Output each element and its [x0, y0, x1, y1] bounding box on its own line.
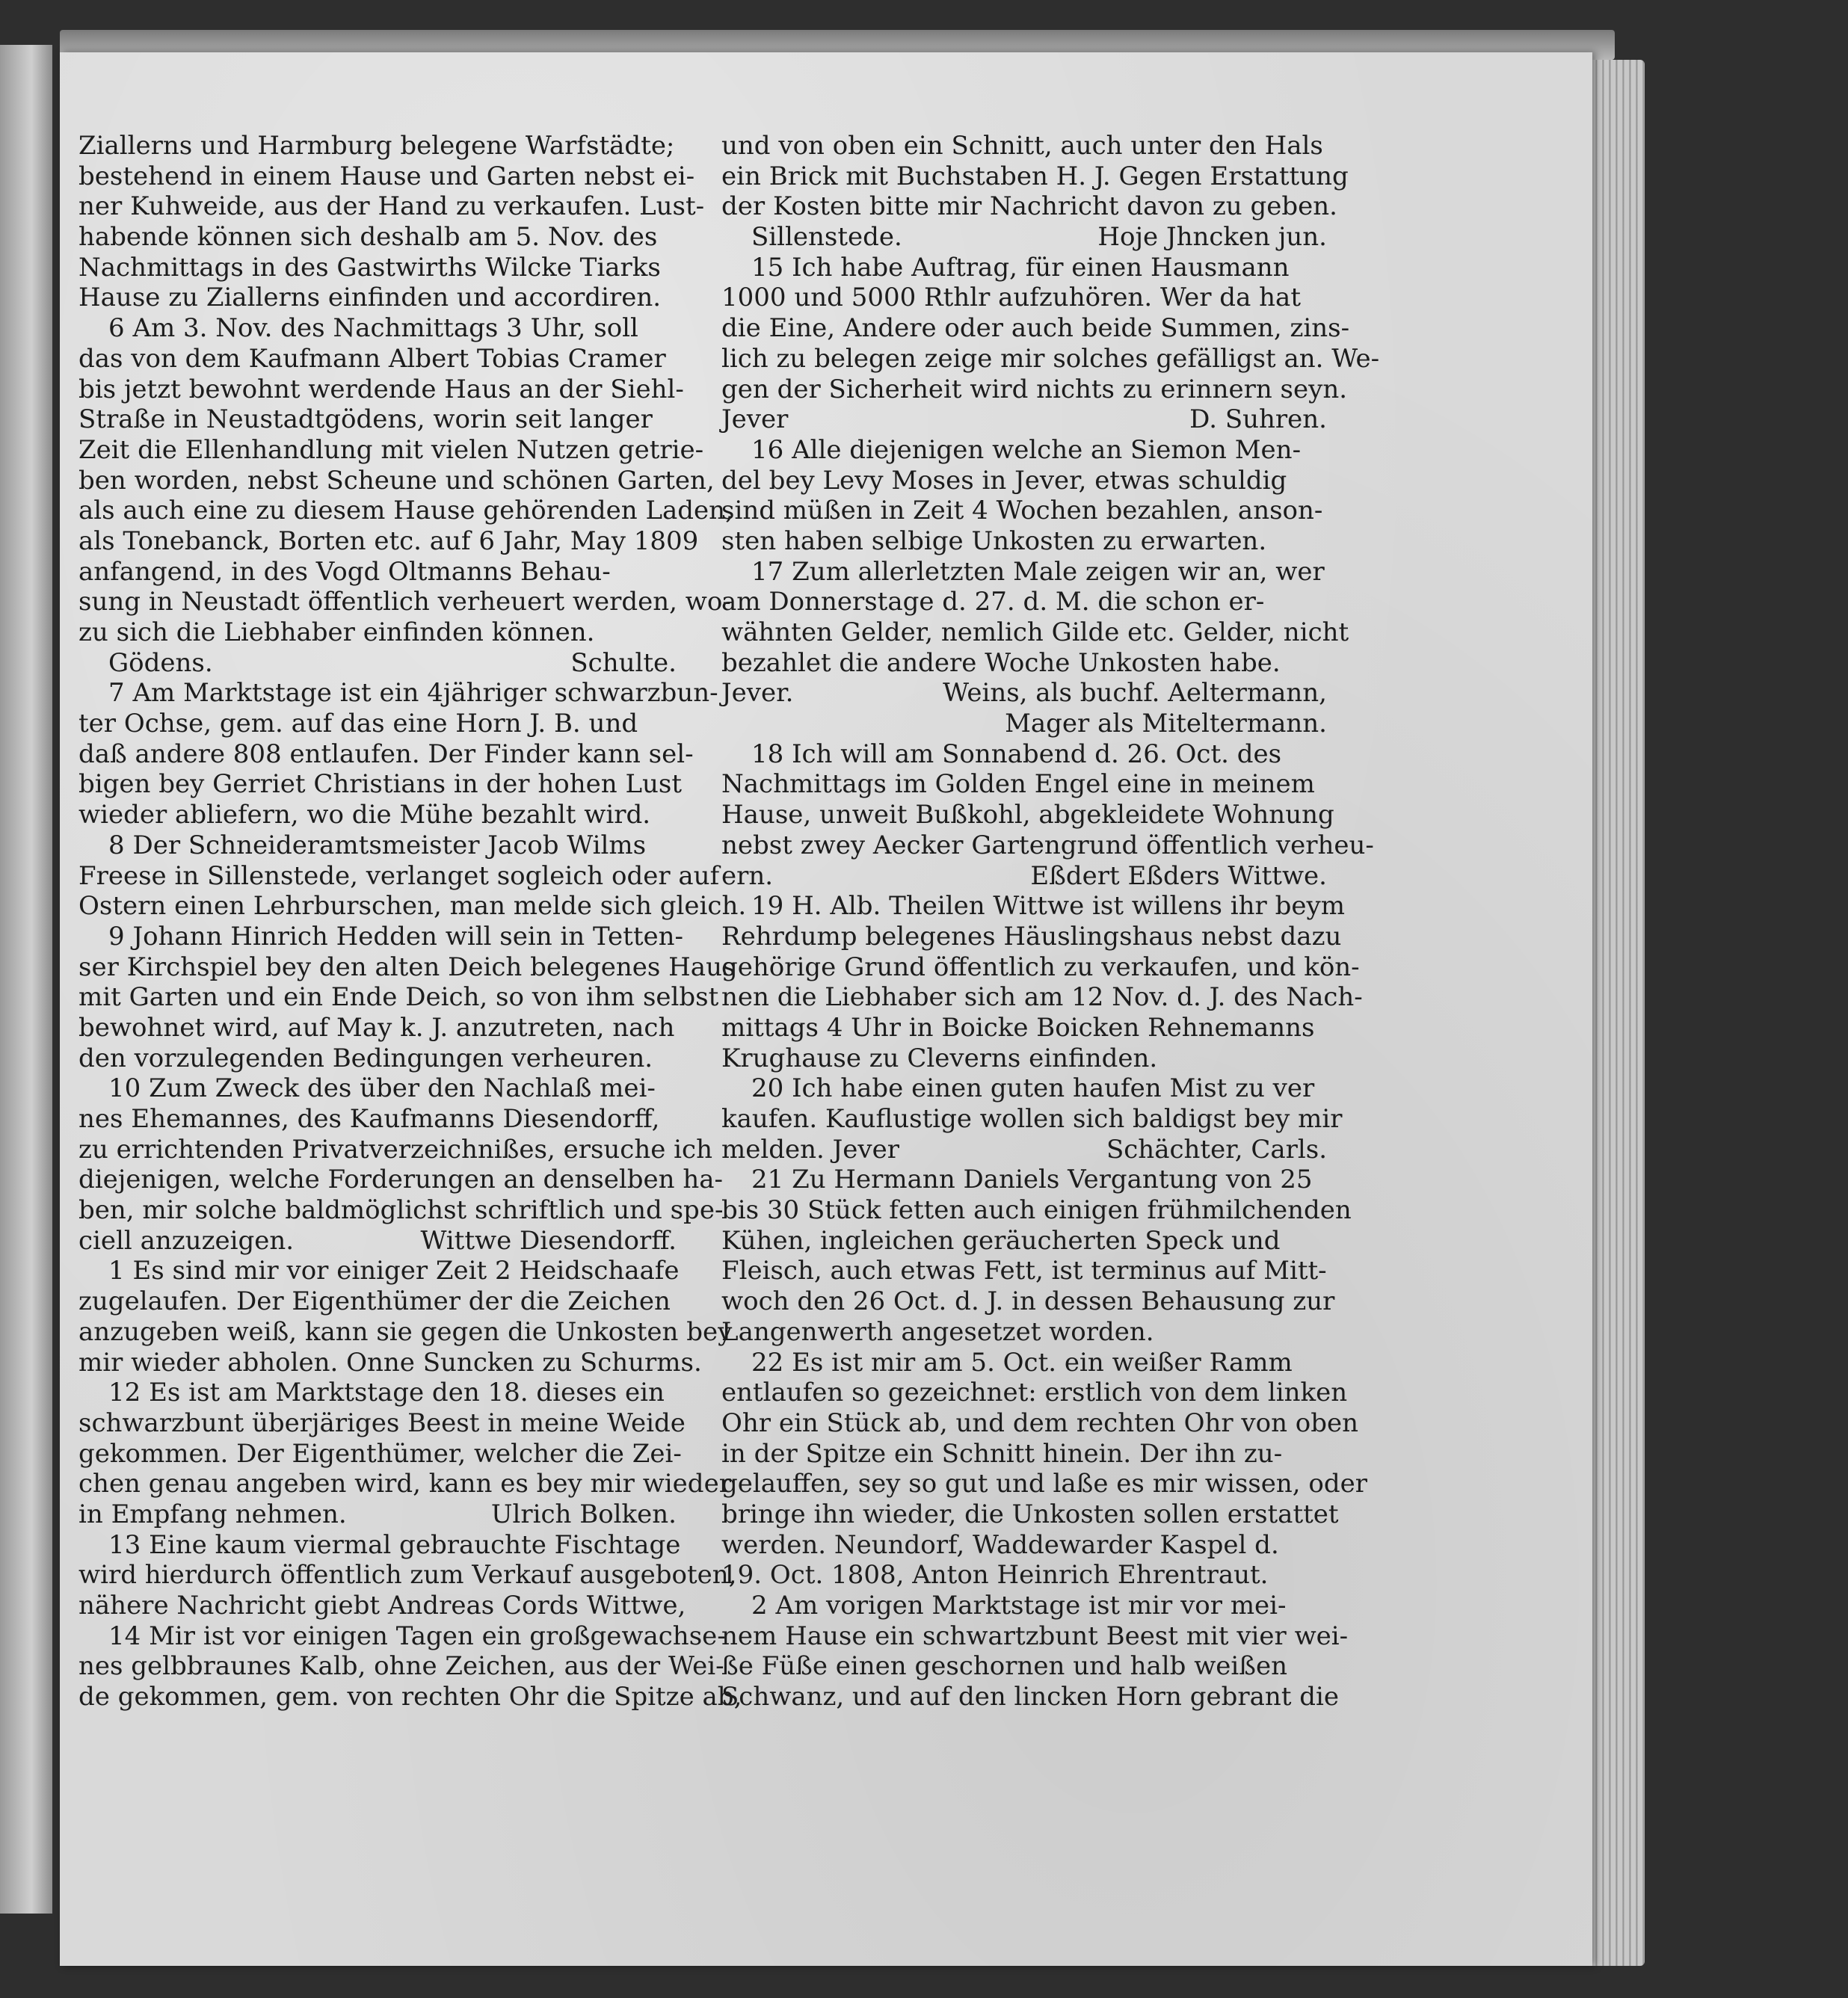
- text-line: daß andere 808 entlaufen. Der Finder kann sel-: [78, 739, 694, 769]
- signature-name: Hoje Jhncken jun.: [1097, 222, 1327, 253]
- text-line: del bey Levy Moses in Jever, etwas schuldig: [721, 465, 1287, 496]
- text-line: sten haben selbige Unkosten zu erwarten.: [721, 525, 1267, 556]
- text-line: der Kosten bitte mir Nachricht davon zu geben.: [721, 191, 1337, 222]
- text-line: nes Ehemannes, des Kaufmanns Diesendorff,: [78, 1104, 660, 1134]
- text-line: 2 Am vorigen Marktstage ist mir vor mei-: [751, 1591, 1287, 1621]
- right-column: [721, 131, 1380, 1712]
- text-line: 12 Es ist am Marktstage den 18. dieses ein: [108, 1378, 665, 1408]
- text-line: ße Füße einen geschornen und halb weißen: [721, 1651, 1288, 1682]
- text-line: mir wieder abholen. Onne Suncken zu Schurms.: [78, 1347, 702, 1378]
- text-line: zu sich die Liebhaber einfinden können.: [78, 617, 595, 647]
- text-line: ner Kuhweide, aus der Hand zu verkaufen. Lust-: [78, 191, 705, 222]
- text-line: Ostern einen Lehrburschen, man melde sich gleich.: [78, 891, 747, 922]
- text-line: schwarzbunt überjäriges Beest in meine Weide: [78, 1407, 686, 1438]
- text-line: bringe ihn wieder, die Unkosten sollen erstattet: [721, 1499, 1339, 1529]
- signature-name: Weins, als buchf. Aeltermann,: [943, 678, 1327, 709]
- signature-place: ern.: [721, 860, 774, 891]
- text-line: als auch eine zu diesem Hause gehörenden Laden,: [78, 496, 733, 526]
- text-line: habende können sich deshalb am 5. Nov. des: [78, 222, 658, 253]
- text-line: nähere Nachricht giebt Andreas Cords Wittwe,: [78, 1591, 686, 1621]
- text-line: woch den 26 Oct. d. J. in dessen Behausung zur: [721, 1286, 1335, 1317]
- text-line: bewohnet wird, auf May k. J. anzutreten, nach: [78, 1012, 675, 1043]
- signature-place: Gödens.: [108, 647, 213, 678]
- text-line: 16 Alle diejenigen welche an Siemon Men-: [751, 434, 1302, 465]
- text-line: 13 Eine kaum viermal gebrauchte Fischtage: [108, 1529, 681, 1560]
- text-line: 17 Zum allerletzten Male zeigen wir an, wer: [751, 556, 1325, 587]
- text-line: 18 Ich will am Sonnabend d. 26. Oct. des: [751, 739, 1282, 769]
- text-line: Zeit die Ellenhandlung mit vielen Nutzen getrie-: [78, 434, 704, 465]
- text-line: den vorzulegenden Bedingungen verheuren.: [78, 1043, 653, 1073]
- text-line: 21 Zu Hermann Daniels Vergantung von 25: [751, 1165, 1313, 1195]
- signature-line: [78, 1499, 677, 1530]
- signature-name: Schulte.: [570, 647, 677, 678]
- signature-place: Jever.: [721, 678, 794, 709]
- signature-name: D. Suhren.: [1189, 404, 1327, 435]
- text-line: chen genau angeben wird, kann es bey mir wieder: [78, 1469, 731, 1499]
- text-line: 10 Zum Zweck des über den Nachlaß mei-: [108, 1073, 656, 1104]
- text-line: Ohr ein Stück ab, und dem rechten Ohr von oben: [721, 1407, 1359, 1438]
- text-line: als Tonebanck, Borten etc. auf 6 Jahr, May 1809: [78, 525, 699, 556]
- text-line: wird hierdurch öffentlich zum Verkauf ausgeboten,: [78, 1560, 737, 1591]
- facing-page-edge: [0, 45, 52, 1914]
- text-line: 8 Der Schneideramtsmeister Jacob Wilms: [108, 830, 647, 860]
- text-line: Fleisch, auch etwas Fett, ist terminus auf Mitt-: [721, 1256, 1327, 1286]
- text-line: 9 Johann Hinrich Hedden will sein in Tetten-: [108, 921, 683, 952]
- text-line: 14 Mir ist vor einigen Tagen ein großgewachse-: [108, 1621, 726, 1651]
- text-line: de gekommen, gem. von rechten Ohr die Spitze ab,: [78, 1682, 742, 1712]
- signature-place: in Empfang nehmen.: [78, 1499, 347, 1529]
- text-line: zu errichtenden Privatverzeichnißes, ersuche ich: [78, 1134, 712, 1165]
- text-line: Rehrdump belegenes Häuslingshaus nebst dazu: [721, 921, 1342, 952]
- text-line: Hause, unweit Bußkohl, abgekleidete Wohnung: [721, 800, 1334, 830]
- text-line: anfangend, in des Vogd Oltmanns Behau-: [78, 556, 611, 587]
- text-line: Nachmittags im Golden Engel eine in meinem: [721, 769, 1315, 800]
- text-line: nebst zwey Aecker Gartengrund öffentlich verheu-: [721, 830, 1374, 860]
- text-line: Mager als Miteltermann.: [1005, 709, 1327, 739]
- signature-place: ciell anzuzeigen.: [78, 1225, 295, 1256]
- text-line: entlaufen so gezeichnet: erstlich von dem linken: [721, 1378, 1348, 1408]
- signature-line: [721, 861, 1327, 892]
- text-line: 19. Oct. 1808, Anton Heinrich Ehrentraut.: [721, 1560, 1269, 1591]
- signature-name: Schächter, Carls.: [1106, 1134, 1327, 1165]
- text-line: bis 30 Stück fetten auch einigen frühmilchenden: [721, 1195, 1352, 1226]
- text-line: 22 Es ist mir am 5. Oct. ein weißer Ramm: [751, 1347, 1293, 1378]
- text-line: 1000 und 5000 Rthlr aufzuhören. Wer da hat: [721, 283, 1301, 313]
- left-column: [78, 131, 747, 1712]
- text-line: Straße in Neustadtgödens, worin seit langer: [78, 404, 653, 435]
- text-line: in der Spitze ein Schnitt hinein. Der ihn zu-: [721, 1438, 1283, 1469]
- text-line: am Donnerstage d. 27. d. M. die schon er-: [721, 587, 1265, 617]
- signature-place: Sillenstede.: [751, 222, 902, 253]
- text-line: bezahlet die andere Woche Unkosten habe.: [721, 647, 1281, 678]
- text-line: bis jetzt bewohnt werdende Haus an der Siehl-: [78, 374, 684, 404]
- text-line: die Eine, Andere oder auch beide Summen, zins-: [721, 313, 1350, 344]
- signature-line: [721, 1135, 1327, 1165]
- text-line: 20 Ich habe einen guten haufen Mist zu ver: [751, 1073, 1315, 1104]
- text-line: ben worden, nebst Scheune und schönen Garten,: [78, 465, 715, 496]
- text-line: 1 Es sind mir vor einiger Zeit 2 Heidschaafe: [108, 1256, 680, 1286]
- text-line: zugelaufen. Der Eigenthümer der die Zeichen: [78, 1286, 671, 1317]
- text-line: werden. Neundorf, Waddewarder Kaspel d.: [721, 1529, 1279, 1560]
- signature-line: [721, 404, 1327, 435]
- text-line: nem Hause ein schwartzbunt Beest mit vier wei-: [721, 1621, 1349, 1651]
- text-line: diejenigen, welche Forderungen an denselben ha-: [78, 1165, 723, 1195]
- text-line: Hause zu Ziallerns einfinden und accordiren.: [78, 283, 662, 313]
- text-line: Freese in Sillenstede, verlanget sogleich oder auf: [78, 860, 720, 891]
- text-line: kaufen. Kauflustige wollen sich baldigst bey mir: [721, 1104, 1343, 1134]
- text-line: wähnten Gelder, nemlich Gilde etc. Gelder, nicht: [721, 617, 1349, 647]
- text-line: ein Brick mit Buchstaben H. J. Gegen Erstattung: [721, 161, 1349, 191]
- text-line: nen die Liebhaber sich am 12 Nov. d. J. des Nach-: [721, 982, 1363, 1013]
- signature-line: [78, 648, 677, 679]
- text-line: anzugeben weiß, kann sie gegen die Unkosten bey: [78, 1316, 733, 1347]
- text-line: gen der Sicherheit wird nichts zu erinnern seyn.: [721, 374, 1348, 404]
- text-line: 6 Am 3. Nov. des Nachmittags 3 Uhr, soll: [108, 313, 638, 344]
- text-line: mit Garten und ein Ende Deich, so von ihm selbst: [78, 982, 719, 1013]
- text-line: Kühen, ingleichen geräucherten Speck und: [721, 1225, 1281, 1256]
- text-line: 15 Ich habe Auftrag, für einen Hausmann: [751, 252, 1290, 283]
- signature-place: Jever: [721, 404, 789, 435]
- text-line: Krughause zu Cleverns einfinden.: [721, 1043, 1158, 1073]
- text-line: gelauffen, sey so gut und laße es mir wissen, oder: [721, 1469, 1367, 1499]
- text-line: bestehend in einem Hause und Garten nebst ei-: [78, 161, 695, 191]
- text-line: nes gelbbraunes Kalb, ohne Zeichen, aus der Wei-: [78, 1651, 724, 1682]
- text-line: 7 Am Marktstage ist ein 4jähriger schwarzbun-: [108, 678, 718, 709]
- text-line: lich zu belegen zeige mir solches gefälligst an. We-: [721, 343, 1380, 374]
- text-line: wieder abliefern, wo die Mühe bezahlt wird.: [78, 800, 651, 830]
- signature-line: [721, 678, 1327, 709]
- text-line: ser Kirchspiel bey den alten Deich belegenes Haus: [78, 952, 736, 982]
- signature-name: Wittwe Diesendorff.: [420, 1225, 677, 1256]
- signature-name: Ulrich Bolken.: [490, 1499, 677, 1529]
- text-line: ben, mir solche baldmöglichst schriftlich und spe-: [78, 1195, 724, 1226]
- signature-line: [721, 222, 1327, 253]
- text-line: 19 H. Alb. Theilen Wittwe ist willens ihr beym: [751, 891, 1345, 922]
- text-line: sung in Neustadt öffentlich verheuert werden, wo-: [78, 587, 731, 617]
- signature-name: Eßdert Eßders Wittwe.: [1030, 860, 1327, 891]
- text-line: bigen bey Gerriet Christians in der hohen Lust: [78, 769, 683, 800]
- text-line: sind müßen in Zeit 4 Wochen bezahlen, anson-: [721, 496, 1323, 526]
- text-line: mittags 4 Uhr in Boicke Boicken Rehnemanns: [721, 1012, 1315, 1043]
- text-line: Ziallerns und Harmburg belegene Warfstädte;: [78, 131, 675, 161]
- text-line: Nachmittags in des Gastwirths Wilcke Tiarks: [78, 252, 661, 283]
- text-line: gekommen. Der Eigenthümer, welcher die Zei-: [78, 1438, 682, 1469]
- text-line: Schwanz, und auf den lincken Horn gebrant die: [721, 1682, 1340, 1712]
- text-line: und von oben ein Schnitt, auch unter den Hals: [721, 131, 1323, 161]
- text-line: das von dem Kaufmann Albert Tobias Cramer: [78, 343, 666, 374]
- signature-place: melden. Jever: [721, 1134, 899, 1165]
- text-line: ter Ochse, gem. auf das eine Horn J. B. und: [78, 709, 638, 739]
- signature-line: [78, 1226, 677, 1257]
- text-line: Langenwerth angesetzet worden.: [721, 1316, 1154, 1347]
- text-line: gehörige Grund öffentlich zu verkaufen, und kön-: [721, 952, 1360, 982]
